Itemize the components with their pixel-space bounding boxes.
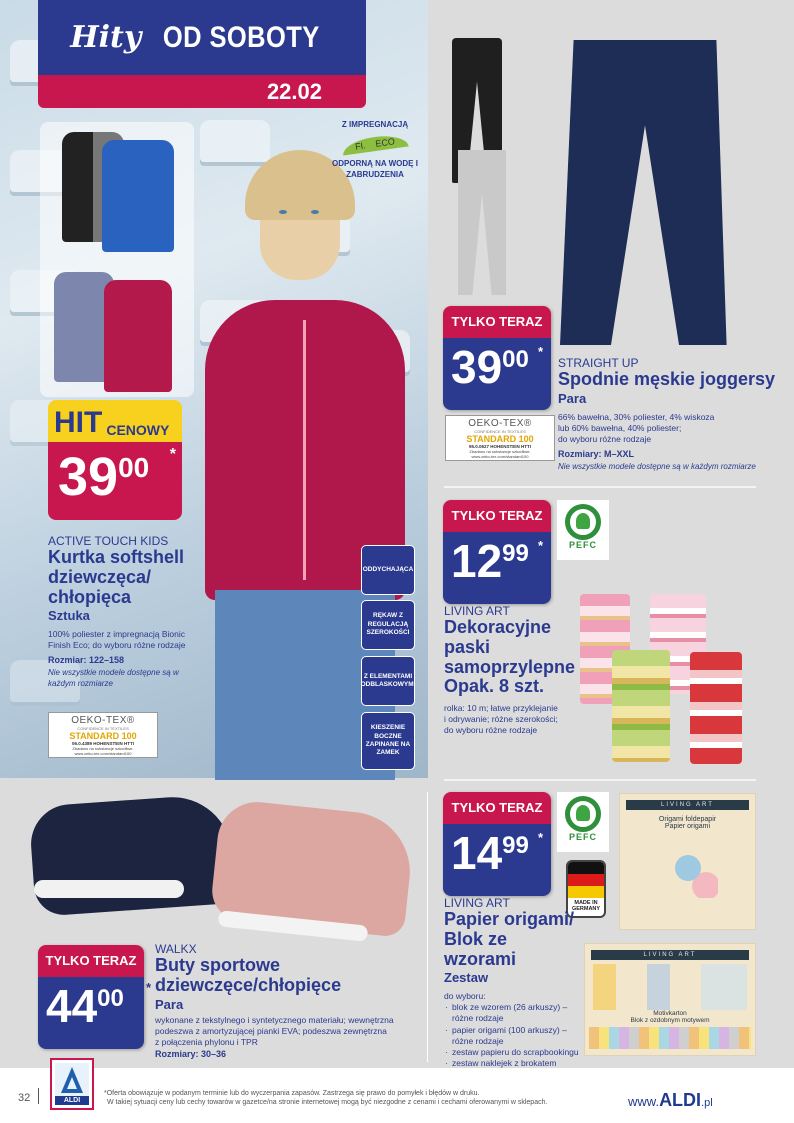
disclaimer-line-2: W takiej sytuacji ceny lub cechy towarów w gazetce/na stronie internetowej mogą być niezgodne z cenami i cechami oferowanymi w sklepach.	[107, 1099, 548, 1107]
price-asterisk: *	[538, 344, 544, 359]
oeko-line1: Zbadano na substancje szkodliwe.	[469, 449, 531, 454]
only-now-label: TYLKO TERAZ	[38, 945, 144, 977]
pack-line2: Papier origami	[664, 823, 711, 830]
product-size: Rozmiar: 122–158	[48, 655, 125, 666]
website-brand: ALDI	[659, 1090, 702, 1110]
option-item: · zestaw papieru do scrapbookingu	[444, 1047, 584, 1058]
origami-price-badge	[443, 792, 551, 896]
jacket-magenta	[104, 280, 172, 392]
pefc-label: PEFC	[568, 540, 597, 550]
motif-pad-photo	[584, 943, 756, 1056]
pefc-logo	[557, 500, 609, 560]
disclaimer-line-1: *Oferta obowiązuje w podanym terminie lub do wyczerpania zapasów. Zastrzega się prawo do pomyłek i błędów w druku.	[104, 1090, 480, 1097]
feature-adjustable-sleeve: RĘKAW Z REGULACJĄ SZEROKOŚCI	[361, 600, 415, 650]
oeko-line2: www.oeko-tex.com/standard100	[74, 751, 132, 756]
price-integer: 39	[451, 341, 503, 393]
impregnation-top-text: Z IMPREGNACJĄ	[341, 120, 409, 129]
product-description: rolka: 10 m; łatwe przyklejanie i odrywanie; różne szerokości; do wyboru różne rodzaje	[444, 703, 558, 736]
price-asterisk: *	[146, 980, 152, 995]
bionic-finish-eco-logo: FI. ECO	[341, 132, 408, 155]
feature-reflective: Z ELEMENTAMI ODBLASKOWYMI	[361, 656, 415, 706]
product-brand: WALKX	[155, 942, 197, 956]
origami-pack-photo	[619, 793, 756, 930]
product-note: Nie wszystkie modele dostępne są w każdym rozmiarze	[48, 668, 179, 688]
pefc-label: PEFC	[568, 832, 597, 842]
hit-price-badge	[48, 400, 182, 520]
pack-brand: LIVING ART	[591, 950, 749, 960]
product-unit: Sztuka	[48, 608, 90, 624]
page-number-divider	[38, 1088, 39, 1104]
tapes-price-badge	[443, 500, 551, 604]
aldi-logo-a-icon	[55, 1063, 89, 1097]
impregnation-label	[330, 120, 420, 181]
product-size: Rozmiary: M–XXL	[558, 448, 635, 459]
product-title-line: samoprzylepne	[444, 656, 576, 677]
price-decimal: 00	[502, 346, 529, 373]
pack-line1: Origami foldepapir	[658, 816, 717, 823]
oeko-name: OEKO-TEX®	[468, 418, 532, 429]
website-prefix: www.	[628, 1094, 660, 1109]
shoes-price-badge	[38, 945, 144, 1049]
jacket-variants-panel	[40, 122, 194, 397]
website-link[interactable]	[628, 1090, 713, 1111]
price-integer: 44	[46, 980, 98, 1032]
pack-line2: Blok z ozdobnym motywem	[630, 1017, 710, 1024]
price-asterisk: *	[538, 538, 544, 553]
header-date: 22.02	[38, 75, 366, 108]
product-description: wykonane z tekstylnego i syntetycznego materiału; wewnętrzna podeszwa z amortyzującej pianki EVA; podeszwa zewnętrzna z połączenia phylonu i TPR	[155, 1014, 394, 1047]
oeko-code: 95.0.0627 HOHENSTEIN HTTI	[468, 444, 532, 449]
product-title-line: Papier origami/	[444, 909, 575, 929]
oeko-tex-label	[48, 712, 158, 758]
pack-brand: LIVING ART	[626, 800, 749, 810]
shoes-product-info	[155, 942, 425, 1059]
pack-line1: Motivkarton	[653, 1010, 687, 1017]
hit-label: HIT	[54, 406, 103, 439]
cenowy-label: CENOWY	[106, 422, 170, 438]
section-divider	[444, 486, 756, 488]
product-title-line: chłopięca	[48, 586, 132, 607]
feature-breathable: ODDYCHAJĄCA	[361, 545, 415, 595]
only-now-label: TYLKO TERAZ	[443, 500, 551, 532]
price-integer: 12	[451, 535, 503, 587]
product-title-line: paski	[444, 636, 491, 657]
joggers-grey-photo	[458, 150, 506, 295]
product-title-line: Dekoracyjne	[444, 617, 552, 637]
product-title-line: Buty sportowe	[155, 955, 281, 975]
options-list	[444, 1002, 584, 1068]
column-divider	[427, 792, 428, 1062]
impregnation-bottom-text: ODPORNĄ NA WODĘ I ZABRUDZENIA	[332, 159, 418, 179]
section-divider	[444, 779, 756, 781]
price-decimal: 99	[502, 540, 529, 567]
product-title: Spodnie męskie joggersy	[558, 369, 776, 389]
page-number: 32	[18, 1092, 31, 1104]
product-description: 100% poliester z impregnacją Bionic Finish Eco; do wyboru różne rodzaje	[48, 629, 186, 651]
product-description	[444, 991, 584, 1068]
joggers-price-badge	[443, 306, 551, 410]
product-brand: STRAIGHT UP	[558, 356, 639, 370]
oeko-tagline: CONFIDENCE IN TEXTILES	[474, 429, 526, 434]
price-decimal: 99	[502, 832, 529, 859]
product-brand: ACTIVE TOUCH KIDS	[48, 534, 169, 548]
product-size: Rozmiary: 30–36	[155, 1048, 227, 1059]
pefc-logo	[557, 792, 609, 852]
aldi-logo[interactable]	[50, 1058, 94, 1110]
pad-color-swatches	[589, 1027, 751, 1049]
oeko-tex-label	[445, 415, 555, 461]
price-decimal: 00	[97, 985, 124, 1012]
price-integer: 14	[451, 827, 503, 879]
website-suffix: .pl	[701, 1097, 713, 1109]
oeko-line2: www.oeko-tex.com/standard100	[471, 454, 529, 459]
tape-stack-4	[690, 652, 742, 764]
product-title-line: Kurtka softshell	[48, 547, 185, 567]
only-now-label: TYLKO TERAZ	[443, 792, 551, 824]
header-banner	[38, 0, 366, 108]
joggers-navy-photo	[560, 40, 730, 345]
product-unit: Para	[558, 390, 587, 406]
made-in-germany-text: MADE IN GERMANY	[571, 900, 601, 913]
jacket-blue	[102, 140, 174, 252]
option-item: · papier origami (100 arkuszy) – różne rodzaje	[444, 1025, 584, 1047]
feature-zip-pockets: KIESZENIE BOCZNE ZAPINANE NA ZAMEK	[361, 712, 415, 770]
product-note: Nie wszystkie modele dostępne są w każdym rozmiarze	[558, 461, 756, 471]
product-brand: LIVING ART	[444, 896, 510, 910]
product-title-line: dziewczęce/chłopięce	[155, 974, 342, 995]
header-title: OD SOBOTY	[163, 20, 320, 54]
footer-disclaimer	[104, 1089, 604, 1108]
oeko-standard: STANDARD 100	[69, 731, 137, 741]
pad-cover-image	[593, 964, 747, 1010]
product-unit: Opak. 8 szt.	[444, 676, 545, 697]
origami-product-info	[444, 896, 584, 1069]
shoe-navy-back	[28, 793, 235, 917]
product-brand: LIVING ART	[444, 604, 510, 618]
price-integer: 39	[58, 447, 119, 507]
tape-stack-3	[612, 650, 670, 762]
header-script-word: Hity	[70, 20, 142, 55]
oeko-line1: Zbadano na substancje szkodliwe.	[72, 746, 134, 751]
jacket-product-info	[48, 534, 198, 689]
product-title-line: dziewczęca/	[48, 566, 152, 587]
aldi-logo-text: ALDI	[55, 1096, 89, 1105]
product-unit: Zestaw	[444, 970, 489, 986]
option-item: · blok ze wzorem (26 arkuszy) – różne rodzaje	[444, 1002, 584, 1024]
option-item: · zestaw naklejek z brokatem	[444, 1058, 584, 1069]
oeko-tagline: CONFIDENCE IN TEXTILES	[77, 726, 129, 731]
shoe-navy-sole	[34, 880, 184, 898]
options-intro: do wyboru:	[444, 991, 486, 1002]
oeko-standard: STANDARD 100	[466, 434, 534, 444]
only-now-label: TYLKO TERAZ	[443, 306, 551, 338]
product-unit: Para	[155, 996, 184, 1012]
price-asterisk: *	[169, 446, 176, 463]
product-title-line: Blok ze wzorami	[444, 928, 517, 969]
price-asterisk: *	[538, 830, 544, 845]
origami-flower-image	[658, 838, 718, 898]
oeko-name: OEKO-TEX®	[71, 715, 135, 726]
price-decimal: 00	[118, 452, 150, 483]
oeko-code: 06.0.4389 HOHENSTEIN HTTI	[71, 741, 135, 746]
product-description: 66% bawełna, 30% poliester, 4% wiskoza lub 60% bawełna, 40% poliester; do wyboru różne rodzaje	[558, 411, 715, 444]
joggers-product-info	[558, 356, 788, 472]
